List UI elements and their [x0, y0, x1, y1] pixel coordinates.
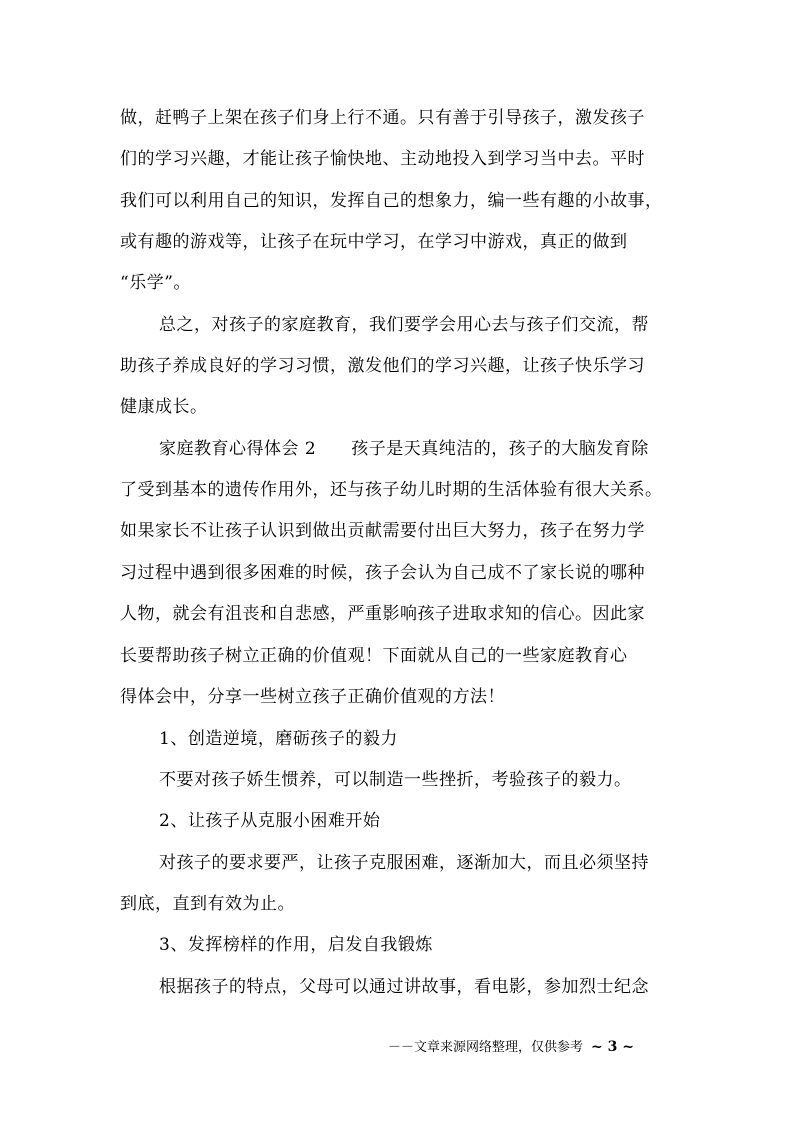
- text-line: 到底，直到有效为止。: [120, 894, 295, 914]
- text-line: 做，赶鸭子上架在孩子们身上行不通。只有善于引导孩子，激发孩子: [120, 108, 645, 128]
- list-item-heading: 2、让孩子从克服小困难开始: [159, 811, 381, 831]
- text-line: 了受到基本的遗传作用外，还与孩子幼儿时期的生活体验有很大关系。: [120, 480, 663, 500]
- list-item-body: 不要对孩子娇生惯养，可以制造一些挫折，考验孩子的毅力。: [159, 770, 632, 790]
- text-line: 长要帮助孩子树立正确的价值观！下面就从自己的一些家庭教育心: [120, 646, 628, 666]
- list-item-body: 对孩子的要求要严，让孩子克服困难，逐渐加大，而且必须坚持: [159, 853, 649, 873]
- text-line: “乐学”。: [120, 273, 191, 293]
- text-line: 人物，就会有沮丧和自悲感，严重影响孩子进取求知的信心。因此家: [120, 604, 645, 624]
- section-heading-line: 家庭教育心得体会 2 孩子是天真纯洁的，孩子的大脑发育除: [159, 439, 649, 459]
- footer-source-note: －－文章来源网络整理，仅供参考: [388, 1040, 584, 1055]
- paragraph-start-line: 总之，对孩子的家庭教育，我们要学会用心去与孩子们交流，帮: [159, 315, 649, 335]
- text-line: 或有趣的游戏等，让孩子在玩中学习，在学习中游戏，真正的做到: [120, 232, 628, 252]
- list-item-body: 根据孩子的特点，父母可以通过讲故事，看电影，参加烈士纪念: [159, 977, 649, 997]
- text-line: 得体会中，分享一些树立孩子正确价值观的方法！: [120, 687, 505, 707]
- text-line: 健康成长。: [120, 397, 208, 417]
- text-line: 们的学习兴趣，才能让孩子愉快地、主动地投入到学习当中去。平时: [120, 149, 645, 169]
- list-item-heading: 3、发挥榜样的作用，启发自我锻炼: [159, 935, 433, 955]
- page-number: ~ 3 ~: [591, 1039, 634, 1055]
- page-footer: [388, 1038, 634, 1057]
- text-line: 习过程中遇到很多困难的时候，孩子会认为自己成不了家长说的哪种: [120, 563, 645, 583]
- text-line: 助孩子养成良好的学习习惯，激发他们的学习兴趣，让孩子快乐学习: [120, 356, 645, 376]
- text-line: 我们可以利用自己的知识，发挥自己的想象力，编一些有趣的小故事，: [120, 191, 663, 211]
- text-line: 如果家长不让孩子认识到做出贡献需要付出巨大努力，孩子在努力学: [120, 521, 645, 541]
- list-item-heading: 1、创造逆境，磨砺孩子的毅力: [159, 729, 398, 749]
